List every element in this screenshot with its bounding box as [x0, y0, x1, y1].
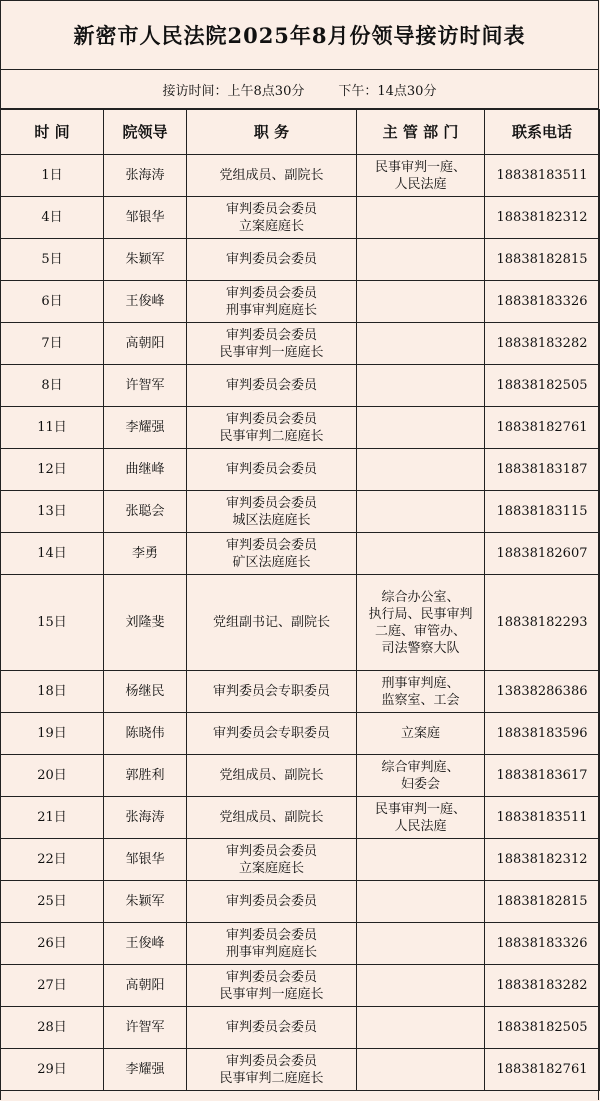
department-cell — [357, 713, 485, 755]
duty-cell — [187, 923, 357, 965]
phone-cell: 18838183187 — [485, 449, 600, 491]
duty-cell-line: 民事审判二庭庭长 — [219, 428, 324, 444]
department-cell-line: 综合审判庭、 — [381, 759, 460, 775]
table-row — [1, 491, 600, 533]
table-row — [1, 671, 600, 713]
table-row — [1, 923, 600, 965]
leader-cell: 高朝阳 — [104, 323, 187, 365]
department-cell — [357, 365, 485, 407]
duty-cell — [187, 449, 357, 491]
duty-cell-line: 审判委员会委员 — [225, 327, 317, 343]
table-row — [1, 281, 600, 323]
duty-cell — [187, 407, 357, 449]
leader-cell: 王俊峰 — [104, 281, 187, 323]
duty-cell — [187, 881, 357, 923]
phone-cell: 18838183617 — [485, 755, 600, 797]
morning-hours: 接访时间：上午8点30分 — [162, 83, 305, 99]
duty-cell — [187, 197, 357, 239]
date-cell: 13日 — [1, 491, 104, 533]
afternoon-hours: 下午：14点30分 — [338, 83, 437, 99]
table-row — [1, 839, 600, 881]
leader-cell: 杨继民 — [104, 671, 187, 713]
leader-cell: 朱颖军 — [104, 239, 187, 281]
department-cell — [357, 281, 485, 323]
leader-cell: 高朝阳 — [104, 965, 187, 1007]
phone-cell: 18838182312 — [485, 197, 600, 239]
department-cell — [357, 239, 485, 281]
duty-cell-line: 审判委员会委员 — [225, 1053, 317, 1069]
duty-cell-line: 立案庭庭长 — [238, 218, 304, 234]
date-cell: 15日 — [1, 575, 104, 671]
date-cell: 8日 — [1, 365, 104, 407]
date-cell: 21日 — [1, 797, 104, 839]
duty-cell-line: 立案庭庭长 — [238, 860, 304, 876]
leader-cell: 朱颖军 — [104, 881, 187, 923]
date-cell: 27日 — [1, 965, 104, 1007]
phone-cell: 18838182815 — [485, 881, 600, 923]
department-cell — [357, 797, 485, 839]
phone-cell: 13838286386 — [485, 671, 600, 713]
leader-cell: 李勇 — [104, 533, 187, 575]
phone-cell: 18838182815 — [485, 239, 600, 281]
phone-cell: 18838182312 — [485, 839, 600, 881]
duty-cell-line: 审判委员会委员 — [225, 378, 317, 393]
department-cell — [357, 323, 485, 365]
header-leader: 院领导 — [104, 110, 187, 155]
department-cell-line: 刑事审判庭、 — [381, 675, 460, 691]
phone-cell: 18838183282 — [485, 965, 600, 1007]
date-cell: 20日 — [1, 755, 104, 797]
duty-cell-line: 党组成员、副院长 — [219, 768, 324, 783]
duty-cell-line: 审判委员会委员 — [225, 537, 317, 553]
duty-cell-line: 党组成员、副院长 — [219, 168, 324, 183]
table-row — [1, 155, 600, 197]
leader-cell: 陈晓伟 — [104, 713, 187, 755]
duty-cell — [187, 575, 357, 671]
department-cell-line: 妇委会 — [400, 776, 440, 792]
department-cell-line: 人民法庭 — [394, 176, 447, 192]
leader-cell: 李耀强 — [104, 1049, 187, 1091]
department-cell — [357, 1049, 485, 1091]
phone-cell: 18838183511 — [485, 155, 600, 197]
date-cell: 18日 — [1, 671, 104, 713]
duty-cell-line: 审判委员会委员 — [225, 843, 317, 859]
phone-cell: 18838183596 — [485, 713, 600, 755]
duty-cell-line: 党组成员、副院长 — [219, 810, 324, 825]
duty-cell-line: 审判委员会委员 — [225, 495, 317, 511]
department-cell — [357, 839, 485, 881]
leader-cell: 李耀强 — [104, 407, 187, 449]
duty-cell — [187, 323, 357, 365]
duty-cell-line: 审判委员会委员 — [225, 285, 317, 301]
duty-cell-line: 审判委员会专职委员 — [212, 684, 330, 699]
schedule-table — [0, 109, 600, 1091]
date-cell: 5日 — [1, 239, 104, 281]
header-date: 时 间 — [1, 110, 104, 155]
department-cell-line: 民事审判一庭、 — [374, 159, 466, 175]
date-cell: 22日 — [1, 839, 104, 881]
duty-cell — [187, 491, 357, 533]
table-row — [1, 323, 600, 365]
leader-cell: 刘隆斐 — [104, 575, 187, 671]
duty-cell — [187, 533, 357, 575]
duty-cell-line: 审判委员会委员 — [225, 969, 317, 985]
schedule-body — [1, 155, 600, 1091]
duty-cell-line: 城区法庭庭长 — [232, 512, 311, 528]
duty-cell — [187, 239, 357, 281]
phone-cell: 18838183282 — [485, 323, 600, 365]
table-row — [1, 713, 600, 755]
department-cell-line: 司法警察大队 — [381, 640, 460, 656]
phone-cell: 18838182607 — [485, 533, 600, 575]
date-cell: 1日 — [1, 155, 104, 197]
leader-cell: 张海涛 — [104, 155, 187, 197]
phone-cell: 18838183326 — [485, 923, 600, 965]
date-cell: 28日 — [1, 1007, 104, 1049]
department-cell-line: 立案庭 — [400, 726, 440, 741]
table-row — [1, 965, 600, 1007]
duty-cell-line: 审判委员会委员 — [225, 927, 317, 943]
duty-cell-line: 审判委员会委员 — [225, 252, 317, 267]
duty-cell-line: 审判委员会委员 — [225, 894, 317, 909]
date-cell: 4日 — [1, 197, 104, 239]
duty-cell-line: 刑事审判庭庭长 — [225, 302, 317, 318]
duty-cell-line: 民事审判一庭庭长 — [219, 986, 324, 1002]
table-row — [1, 755, 600, 797]
duty-cell-line: 审判委员会委员 — [225, 411, 317, 427]
date-cell: 11日 — [1, 407, 104, 449]
table-row — [1, 239, 600, 281]
duty-cell — [187, 1007, 357, 1049]
duty-cell-line: 刑事审判庭庭长 — [225, 944, 317, 960]
date-cell: 14日 — [1, 533, 104, 575]
leader-cell: 许智军 — [104, 365, 187, 407]
duty-cell-line: 民事审判二庭庭长 — [219, 1070, 324, 1086]
date-cell: 12日 — [1, 449, 104, 491]
department-cell — [357, 881, 485, 923]
table-row — [1, 575, 600, 671]
table-row — [1, 197, 600, 239]
department-cell-line: 综合办公室、 — [381, 589, 460, 605]
header-row — [1, 110, 600, 155]
duty-cell-line: 矿区法庭庭长 — [232, 554, 311, 570]
table-row — [1, 533, 600, 575]
phone-cell: 18838182505 — [485, 1007, 600, 1049]
table-row — [1, 407, 600, 449]
table-row — [1, 449, 600, 491]
department-cell-line: 民事审判一庭、 — [374, 801, 466, 817]
leader-cell: 邹银华 — [104, 197, 187, 239]
date-cell: 26日 — [1, 923, 104, 965]
duty-cell-line: 审判委员会委员 — [225, 1020, 317, 1035]
header-duty: 职 务 — [187, 110, 357, 155]
table-row — [1, 881, 600, 923]
department-cell-line: 人民法庭 — [394, 818, 447, 834]
duty-cell — [187, 155, 357, 197]
department-cell — [357, 671, 485, 713]
duty-cell — [187, 839, 357, 881]
department-cell — [357, 197, 485, 239]
leader-cell: 张聪会 — [104, 491, 187, 533]
duty-cell-line: 民事审判一庭庭长 — [219, 344, 324, 360]
department-cell — [357, 965, 485, 1007]
table-row — [1, 1007, 600, 1049]
phone-cell: 18838183326 — [485, 281, 600, 323]
leader-cell: 许智军 — [104, 1007, 187, 1049]
header-phone: 联系电话 — [485, 110, 600, 155]
department-cell — [357, 1007, 485, 1049]
department-cell — [357, 155, 485, 197]
leader-cell: 郭胜利 — [104, 755, 187, 797]
department-cell-line: 监察室、工会 — [381, 692, 460, 708]
duty-cell — [187, 965, 357, 1007]
leader-cell: 曲继峰 — [104, 449, 187, 491]
table-row — [1, 797, 600, 839]
leader-cell: 王俊峰 — [104, 923, 187, 965]
phone-cell: 18838182761 — [485, 407, 600, 449]
phone-cell: 18838182761 — [485, 1049, 600, 1091]
date-cell: 25日 — [1, 881, 104, 923]
page-title: 新密市人民法院2025年8月份领导接访时间表 — [1, 1, 598, 70]
reception-hours — [1, 70, 598, 109]
phone-cell: 18838182293 — [485, 575, 600, 671]
date-cell: 19日 — [1, 713, 104, 755]
duty-cell-line: 党组副书记、副院长 — [212, 615, 330, 630]
department-cell — [357, 755, 485, 797]
leader-cell: 张海涛 — [104, 797, 187, 839]
date-cell: 29日 — [1, 1049, 104, 1091]
leader-cell: 邹银华 — [104, 839, 187, 881]
department-cell-line: 执行局、民事审判 — [368, 606, 473, 622]
department-cell-line: 二庭、审管办、 — [374, 623, 466, 639]
header-department: 主 管 部 门 — [357, 110, 485, 155]
department-cell — [357, 449, 485, 491]
duty-cell — [187, 797, 357, 839]
department-cell — [357, 575, 485, 671]
duty-cell — [187, 671, 357, 713]
duty-cell — [187, 713, 357, 755]
duty-cell — [187, 1049, 357, 1091]
duty-cell — [187, 281, 357, 323]
phone-cell: 18838182505 — [485, 365, 600, 407]
duty-cell-line: 审判委员会专职委员 — [212, 726, 330, 741]
department-cell — [357, 491, 485, 533]
phone-cell: 18838183115 — [485, 491, 600, 533]
phone-cell: 18838183511 — [485, 797, 600, 839]
department-cell — [357, 923, 485, 965]
table-row — [1, 365, 600, 407]
table-row — [1, 1049, 600, 1091]
date-cell: 7日 — [1, 323, 104, 365]
department-cell — [357, 533, 485, 575]
duty-cell — [187, 755, 357, 797]
date-cell: 6日 — [1, 281, 104, 323]
duty-cell-line: 审判委员会委员 — [225, 462, 317, 477]
department-cell — [357, 407, 485, 449]
duty-cell-line: 审判委员会委员 — [225, 201, 317, 217]
duty-cell — [187, 365, 357, 407]
